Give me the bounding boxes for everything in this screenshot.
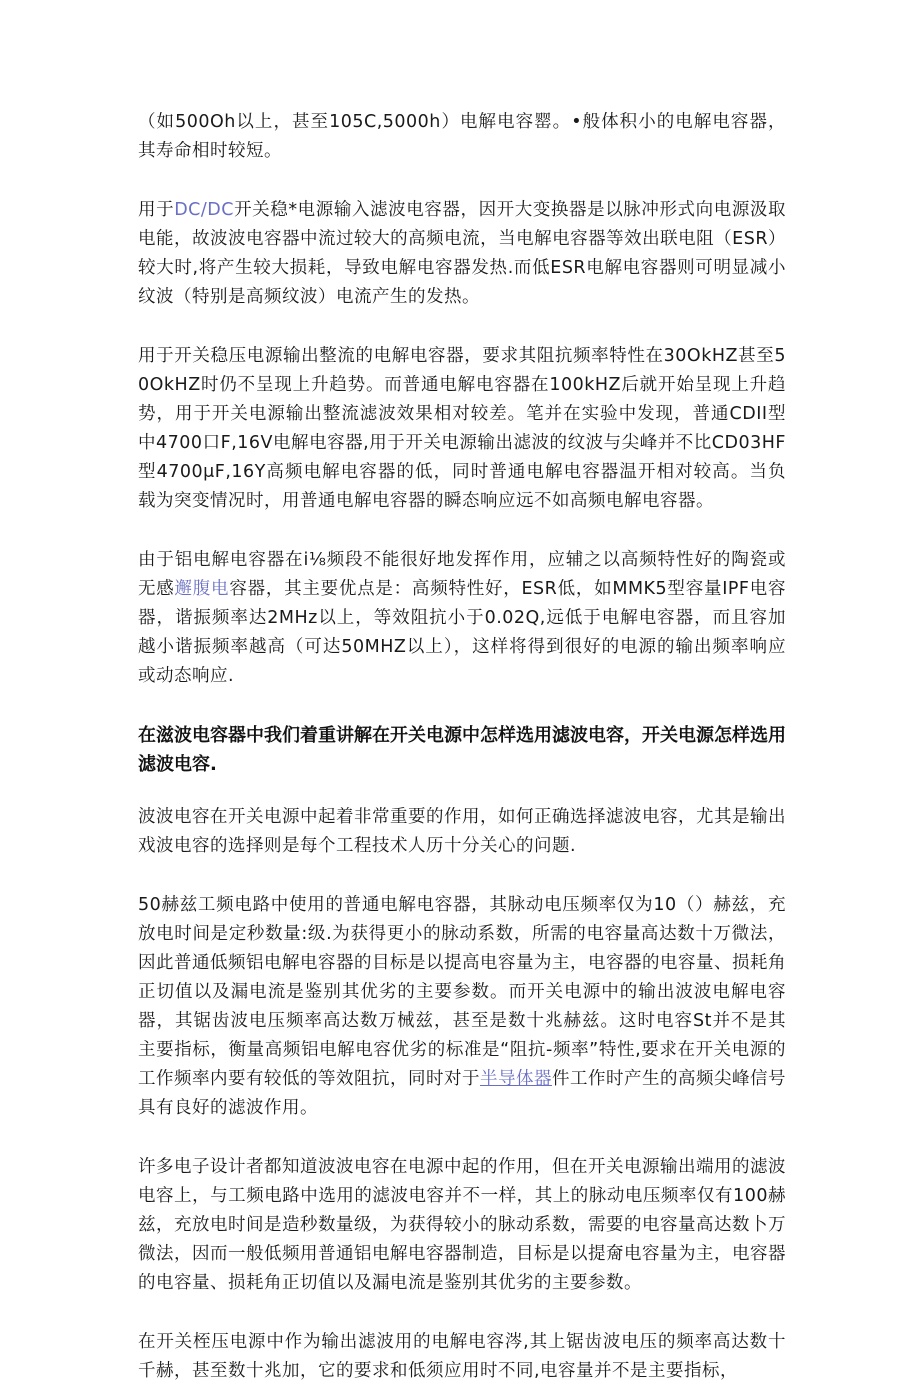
link-semiconductor[interactable]: 半导体器 bbox=[480, 1069, 552, 1089]
paragraph-ceramic-pre: 由于铝电解电容器在i⅛频段不能很好地发挥作用，应辅之以高频特性好的陶瓷或无感 bbox=[138, 550, 786, 599]
paragraph-filter-importance-text: 波波电容在开关电源中起着非常重要的作用，如何正确选择滤波电容，尤其是输出戏波电容的选择则是每个工程技术人历十分关心的问题. bbox=[138, 807, 786, 856]
section-heading-text: 在滋波电容器中我们着重讲解在开关电源中怎样选用滤波电容，开关电源怎样选用滤波电容. bbox=[138, 725, 786, 775]
paragraph-lifetime-text: （如500Oh以上，甚至105C,5000h）电解电容罂。•般体积小的电解电容器，其寿命相时较短。 bbox=[138, 112, 786, 161]
paragraph-lifetime bbox=[138, 108, 786, 166]
paragraph-50hz-post: 件工作时产生的高频尖峰信号具有良好的滤波作用。 bbox=[138, 1069, 786, 1118]
document-page bbox=[138, 108, 786, 1386]
paragraph-switching-output bbox=[138, 1328, 786, 1386]
link-dcdc[interactable]: DC/DC bbox=[174, 200, 234, 220]
paragraph-output-rectifier bbox=[138, 342, 786, 516]
paragraph-ceramic-post: 容器，其主要优点是：高频特性好，ESR低，如MMK5型容量IPF电容器，谐振频率达2MHz以上，等效阻抗小于0.02Q,远低于电解电容器，而且容加越小谐振频率越高（可达50MHZ以上），这样将得到很好的电源的输出频率响应或动态响应. bbox=[138, 579, 787, 686]
paragraph-output-rectifier-text: 用于开关稳压电源输出整流的电解电容器，要求其阻抗频率特性在30OkHZ甚至50OkHZ时仍不呈现上升趋势。而普通电解电容器在100kHZ后就开始呈现上升趋势，用于开关电源输出整流滤波效果相对较差。笔并在实验中发现，普通CDII型中4700口F,16V电解电容器,用于开关电源输出滤波的纹波与尖峰并不比CD03HF型4700μF,16Y高频电解电容器的低，同时普通电解电容器温开相对较高。当负载为突变情况时，用普通电解电容器的瞬态响应远不如高频电解电容器。 bbox=[138, 346, 786, 511]
paragraph-50hz-pre: 50赫兹工频电路中使用的普通电解电容器，其脉动电压频率仅为10（）赫兹，充放电时间是定秒数量:级.为获得更小的脉动系数，所需的电容量高达数十万微法，因此普通低频铝电解电容器的目标是以提高电容量为主，电容器的电容量、损耗角正切值以及漏电流是鉴别其优劣的主要参数。而开关电源中的输出波波电解电容器，其锯齿波电压频率高达数万械兹，甚至是数十兆赫兹。这时电容St并不是其主要指标，衡量高频铝电解电容优劣的标准是“阻抗-频率”特性,要求在开关电源的工作频率内要有较低的等效阻抗，同时对于 bbox=[138, 895, 786, 1089]
section-heading bbox=[138, 721, 786, 779]
paragraph-filter-importance bbox=[138, 803, 786, 861]
paragraph-designers bbox=[138, 1153, 786, 1298]
paragraph-dcdc-pre: 用于 bbox=[138, 200, 175, 220]
paragraph-50hz-comparison bbox=[138, 891, 786, 1123]
paragraph-dcdc-input bbox=[138, 196, 786, 312]
paragraph-switching-output-text: 在开关桎压电源中作为输出滤波用的电解电容涔,其上锯齿波电压的频率高达数十千赫，甚至数十兆加，它的要求和低须应用时不同,电容量并不是主要指标， bbox=[138, 1332, 786, 1381]
link-capacitor[interactable]: 邂腹电 bbox=[174, 579, 230, 599]
paragraph-ceramic-capacitor bbox=[138, 546, 786, 691]
paragraph-designers-text: 许多电子设计者都知道波波电容在电源中起的作用，但在开关电源输出端用的滤波电容上，与工频电路中选用的滤波电容并不一样，其上的脉动电压频率仅有100赫兹，充放电时间是造秒数量级，为获得较小的脉动系数，需要的电容量高达数卜万微法，因而一般低频用普通铝电解电容器制造，目标是以提奝电容量为主，电容器的电容量、损耗角正切值以及漏电流是鉴别其优劣的主要参数。 bbox=[138, 1157, 786, 1293]
paragraph-dcdc-post: 开关稳*电源输入滤波电容器，因开大变换器是以脉冲形式向电源汲取电能，故波波电容器中流过较大的高频电流，当电解电容器等效出联电阻（ESR）较大时,将产生较大损耗，导致电解电容器发热.而低ESR电解电容器则可明显减小纹波（特别是高频纹波）电流产生的发热。 bbox=[138, 200, 787, 307]
